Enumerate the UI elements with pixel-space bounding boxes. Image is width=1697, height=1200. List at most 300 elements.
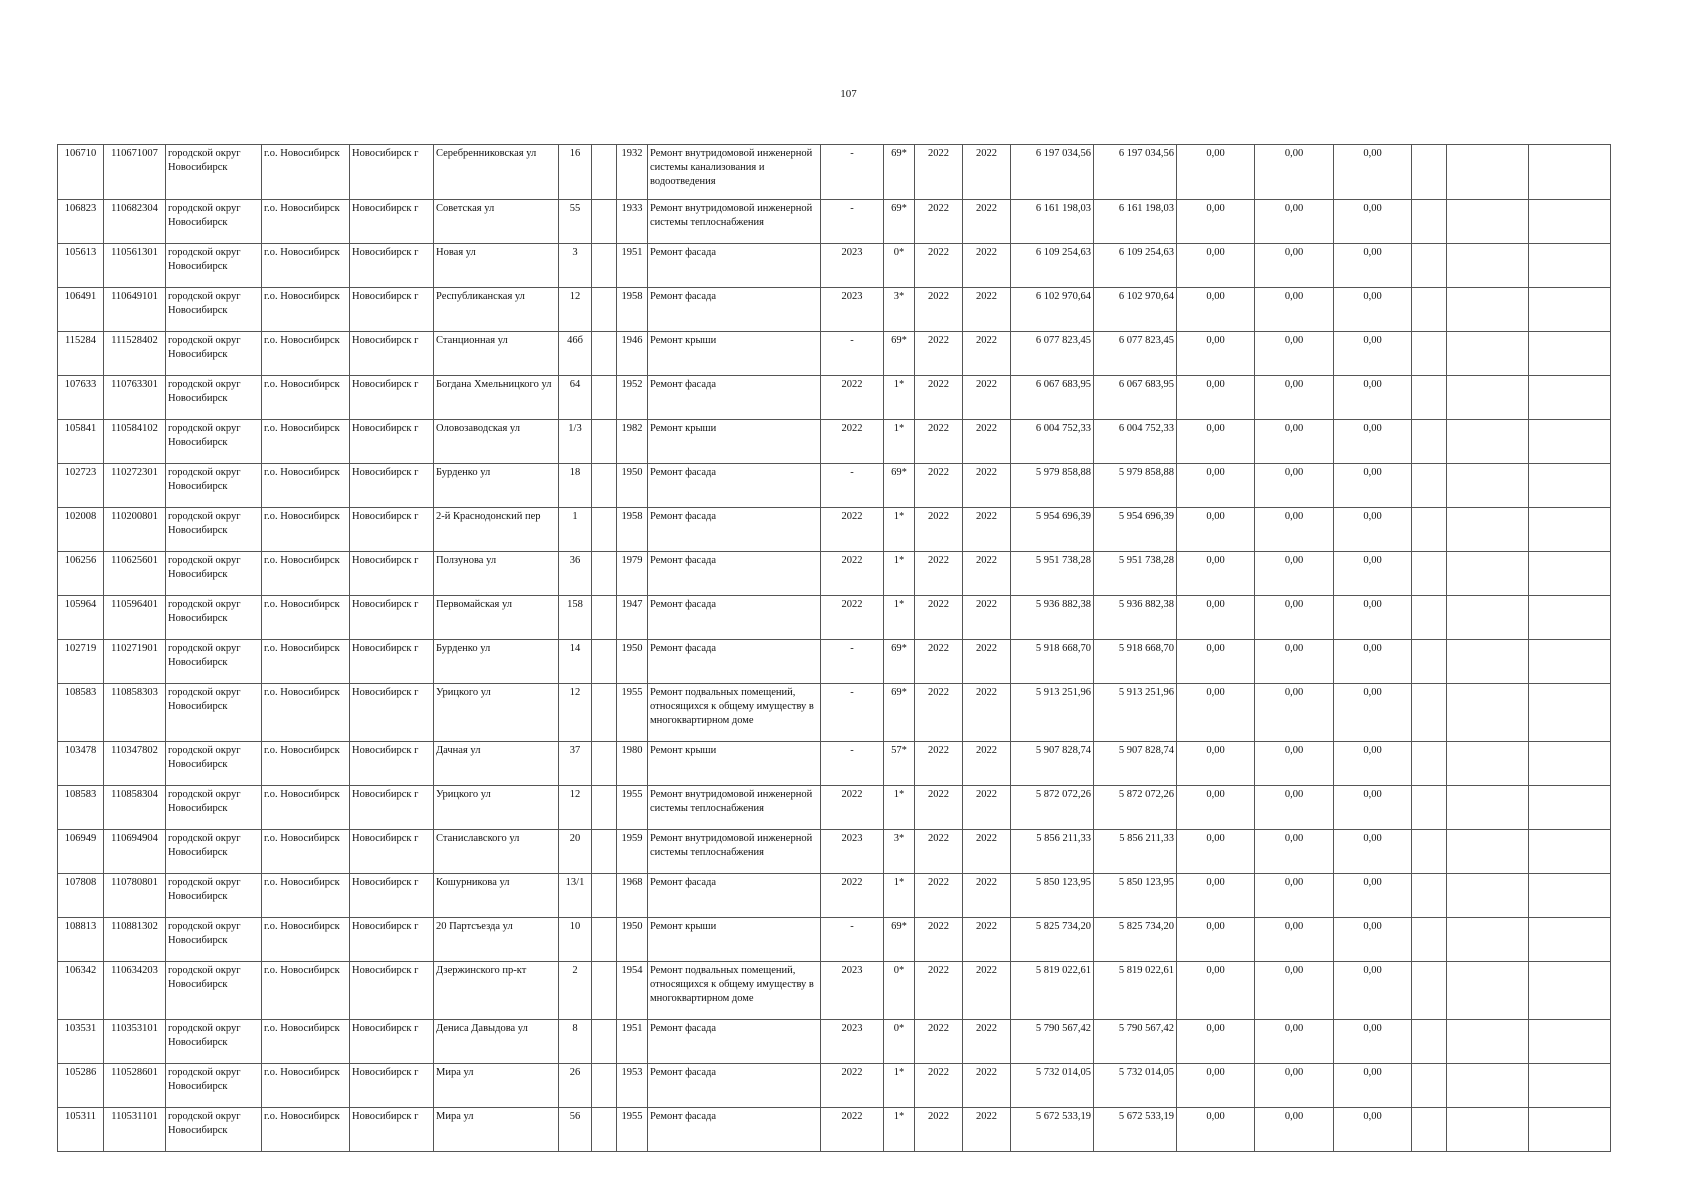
- cell-municipality: городской округ Новосибирск: [166, 962, 262, 1020]
- cell-work-type: Ремонт крыши: [648, 420, 821, 464]
- cell-start-year: 2022: [915, 742, 963, 786]
- cell-municipality: городской округ Новосибирск: [166, 288, 262, 332]
- cell-fund-cost: 5 850 123,95: [1094, 874, 1177, 918]
- cell-budget-2: 0,00: [1255, 742, 1334, 786]
- cell-wear-percent: 57*: [884, 742, 915, 786]
- cell-end-year: 2022: [963, 1108, 1011, 1152]
- cell-street: Республиканская ул: [434, 288, 559, 332]
- cell-building: [592, 874, 617, 918]
- cell-end-year: 2022: [963, 684, 1011, 742]
- cell-building: [592, 918, 617, 962]
- cell-work-type: Ремонт крыши: [648, 742, 821, 786]
- cell-city: Новосибирск г: [350, 332, 434, 376]
- cell-planned-year: 2022: [821, 508, 884, 552]
- cell-end-year: 2022: [963, 742, 1011, 786]
- cell-building: [592, 200, 617, 244]
- page-number: 107: [840, 88, 857, 100]
- cell-budget-1: 0,00: [1177, 376, 1255, 420]
- cell-building: [592, 464, 617, 508]
- cell-wear-percent: 69*: [884, 145, 915, 200]
- cell-total-cost: 5 936 882,38: [1011, 596, 1094, 640]
- cell-street: Мира ул: [434, 1064, 559, 1108]
- table-row: [58, 786, 1611, 830]
- cell-start-year: 2022: [915, 464, 963, 508]
- cell-work-type: Ремонт фасада: [648, 508, 821, 552]
- cell-planned-year: 2022: [821, 1064, 884, 1108]
- cell-city: Новосибирск г: [350, 552, 434, 596]
- cell-empty-2: [1447, 640, 1529, 684]
- cell-budget-3: 0,00: [1334, 786, 1412, 830]
- cell-start-year: 2022: [915, 244, 963, 288]
- cell-house-number: 36: [559, 552, 592, 596]
- cell-budget-3: 0,00: [1334, 200, 1412, 244]
- cell-planned-year: 2023: [821, 962, 884, 1020]
- cell-record-id: 106710: [58, 145, 104, 200]
- cell-budget-3: 0,00: [1334, 244, 1412, 288]
- cell-record-id: 105841: [58, 420, 104, 464]
- cell-record-id: 103531: [58, 1020, 104, 1064]
- cell-empty-1: [1412, 742, 1447, 786]
- cell-city: Новосибирск г: [350, 508, 434, 552]
- cell-budget-3: 0,00: [1334, 1064, 1412, 1108]
- cell-end-year: 2022: [963, 200, 1011, 244]
- cell-urban-district: г.о. Новосибирск: [262, 376, 350, 420]
- cell-wear-percent: 69*: [884, 684, 915, 742]
- cell-budget-3: 0,00: [1334, 684, 1412, 742]
- cell-build-year: 1954: [617, 962, 648, 1020]
- cell-empty-3: [1529, 1020, 1611, 1064]
- cell-planned-year: 2023: [821, 288, 884, 332]
- table-row: [58, 200, 1611, 244]
- cell-street: Бурденко ул: [434, 464, 559, 508]
- cell-end-year: 2022: [963, 640, 1011, 684]
- cell-work-type: Ремонт фасада: [648, 874, 821, 918]
- cell-total-cost: 5 913 251,96: [1011, 684, 1094, 742]
- cell-end-year: 2022: [963, 332, 1011, 376]
- cell-wear-percent: 0*: [884, 244, 915, 288]
- cell-work-type: Ремонт фасада: [648, 1064, 821, 1108]
- cell-municipality: городской округ Новосибирск: [166, 200, 262, 244]
- cell-end-year: 2022: [963, 288, 1011, 332]
- cell-fund-cost: 5 819 022,61: [1094, 962, 1177, 1020]
- cell-record-id: 108813: [58, 918, 104, 962]
- cell-budget-3: 0,00: [1334, 552, 1412, 596]
- cell-start-year: 2022: [915, 1064, 963, 1108]
- cell-empty-3: [1529, 742, 1611, 786]
- cell-wear-percent: 1*: [884, 596, 915, 640]
- cell-house-number: 56: [559, 1108, 592, 1152]
- cell-fund-cost: 5 672 533,19: [1094, 1108, 1177, 1152]
- cell-house-code: 110634203: [104, 962, 166, 1020]
- cell-work-type: Ремонт внутридомовой инженерной системы теплоснабжения: [648, 200, 821, 244]
- table-row: [58, 640, 1611, 684]
- cell-empty-2: [1447, 1108, 1529, 1152]
- cell-total-cost: 6 109 254,63: [1011, 244, 1094, 288]
- cell-city: Новосибирск г: [350, 786, 434, 830]
- cell-planned-year: -: [821, 684, 884, 742]
- cell-city: Новосибирск г: [350, 918, 434, 962]
- cell-house-code: 110881302: [104, 918, 166, 962]
- cell-budget-2: 0,00: [1255, 596, 1334, 640]
- cell-total-cost: 5 732 014,05: [1011, 1064, 1094, 1108]
- cell-house-code: 110858304: [104, 786, 166, 830]
- cell-house-code: 110682304: [104, 200, 166, 244]
- cell-budget-1: 0,00: [1177, 244, 1255, 288]
- cell-urban-district: г.о. Новосибирск: [262, 640, 350, 684]
- cell-empty-2: [1447, 332, 1529, 376]
- cell-fund-cost: 6 102 970,64: [1094, 288, 1177, 332]
- cell-build-year: 1951: [617, 1020, 648, 1064]
- cell-empty-2: [1447, 962, 1529, 1020]
- cell-wear-percent: 69*: [884, 640, 915, 684]
- cell-municipality: городской округ Новосибирск: [166, 640, 262, 684]
- cell-total-cost: 6 197 034,56: [1011, 145, 1094, 200]
- cell-end-year: 2022: [963, 464, 1011, 508]
- cell-planned-year: 2022: [821, 596, 884, 640]
- cell-empty-1: [1412, 962, 1447, 1020]
- cell-budget-3: 0,00: [1334, 742, 1412, 786]
- cell-work-type: Ремонт фасада: [648, 288, 821, 332]
- cell-planned-year: 2023: [821, 244, 884, 288]
- cell-urban-district: г.о. Новосибирск: [262, 145, 350, 200]
- cell-building: [592, 332, 617, 376]
- cell-empty-1: [1412, 508, 1447, 552]
- cell-budget-1: 0,00: [1177, 145, 1255, 200]
- cell-empty-2: [1447, 552, 1529, 596]
- cell-municipality: городской округ Новосибирск: [166, 1020, 262, 1064]
- cell-record-id: 107633: [58, 376, 104, 420]
- cell-empty-2: [1447, 1064, 1529, 1108]
- cell-planned-year: 2022: [821, 376, 884, 420]
- cell-street: 2-й Краснодонский пер: [434, 508, 559, 552]
- cell-budget-3: 0,00: [1334, 874, 1412, 918]
- cell-budget-1: 0,00: [1177, 962, 1255, 1020]
- cell-urban-district: г.о. Новосибирск: [262, 464, 350, 508]
- table-row: [58, 376, 1611, 420]
- cell-end-year: 2022: [963, 830, 1011, 874]
- cell-wear-percent: 1*: [884, 552, 915, 596]
- cell-house-code: 110694904: [104, 830, 166, 874]
- cell-budget-1: 0,00: [1177, 742, 1255, 786]
- cell-build-year: 1955: [617, 786, 648, 830]
- cell-end-year: 2022: [963, 1064, 1011, 1108]
- cell-city: Новосибирск г: [350, 962, 434, 1020]
- cell-house-code: 110671007: [104, 145, 166, 200]
- cell-empty-3: [1529, 640, 1611, 684]
- cell-house-number: 13/1: [559, 874, 592, 918]
- cell-budget-3: 0,00: [1334, 640, 1412, 684]
- cell-work-type: Ремонт фасада: [648, 1108, 821, 1152]
- cell-budget-3: 0,00: [1334, 596, 1412, 640]
- cell-work-type: Ремонт фасада: [648, 1020, 821, 1064]
- cell-total-cost: 6 102 970,64: [1011, 288, 1094, 332]
- cell-house-code: 110347802: [104, 742, 166, 786]
- cell-urban-district: г.о. Новосибирск: [262, 420, 350, 464]
- cell-record-id: 106256: [58, 552, 104, 596]
- cell-building: [592, 596, 617, 640]
- table-row: [58, 918, 1611, 962]
- cell-budget-1: 0,00: [1177, 684, 1255, 742]
- cell-city: Новосибирск г: [350, 464, 434, 508]
- cell-end-year: 2022: [963, 420, 1011, 464]
- cell-house-number: 1: [559, 508, 592, 552]
- cell-build-year: 1958: [617, 508, 648, 552]
- table-row: [58, 962, 1611, 1020]
- cell-build-year: 1955: [617, 684, 648, 742]
- cell-budget-1: 0,00: [1177, 918, 1255, 962]
- cell-record-id: 106823: [58, 200, 104, 244]
- cell-start-year: 2022: [915, 332, 963, 376]
- cell-budget-1: 0,00: [1177, 508, 1255, 552]
- cell-total-cost: 5 951 738,28: [1011, 552, 1094, 596]
- cell-empty-1: [1412, 420, 1447, 464]
- cell-municipality: городской округ Новосибирск: [166, 332, 262, 376]
- cell-total-cost: 5 954 696,39: [1011, 508, 1094, 552]
- cell-budget-3: 0,00: [1334, 464, 1412, 508]
- cell-work-type: Ремонт подвальных помещений, относящихся к общему имуществу в многоквартирном доме: [648, 962, 821, 1020]
- cell-build-year: 1947: [617, 596, 648, 640]
- cell-wear-percent: 69*: [884, 200, 915, 244]
- cell-building: [592, 288, 617, 332]
- cell-street: Оловозаводская ул: [434, 420, 559, 464]
- table-row: [58, 596, 1611, 640]
- cell-urban-district: г.о. Новосибирск: [262, 918, 350, 962]
- cell-empty-2: [1447, 420, 1529, 464]
- cell-urban-district: г.о. Новосибирск: [262, 962, 350, 1020]
- cell-budget-1: 0,00: [1177, 786, 1255, 830]
- cell-municipality: городской округ Новосибирск: [166, 420, 262, 464]
- cell-build-year: 1979: [617, 552, 648, 596]
- cell-build-year: 1955: [617, 1108, 648, 1152]
- cell-work-type: Ремонт фасада: [648, 244, 821, 288]
- cell-start-year: 2022: [915, 1108, 963, 1152]
- cell-record-id: 108583: [58, 684, 104, 742]
- cell-budget-3: 0,00: [1334, 830, 1412, 874]
- cell-total-cost: 5 856 211,33: [1011, 830, 1094, 874]
- cell-build-year: 1933: [617, 200, 648, 244]
- cell-empty-1: [1412, 552, 1447, 596]
- cell-empty-1: [1412, 640, 1447, 684]
- cell-record-id: 103478: [58, 742, 104, 786]
- cell-budget-2: 0,00: [1255, 332, 1334, 376]
- cell-house-number: 3: [559, 244, 592, 288]
- cell-wear-percent: 3*: [884, 830, 915, 874]
- cell-budget-2: 0,00: [1255, 288, 1334, 332]
- cell-house-number: 16: [559, 145, 592, 200]
- cell-start-year: 2022: [915, 962, 963, 1020]
- cell-start-year: 2022: [915, 508, 963, 552]
- cell-build-year: 1952: [617, 376, 648, 420]
- cell-record-id: 102723: [58, 464, 104, 508]
- cell-street: Серебренниковская ул: [434, 145, 559, 200]
- cell-house-number: 12: [559, 786, 592, 830]
- cell-urban-district: г.о. Новосибирск: [262, 1108, 350, 1152]
- cell-house-number: 20: [559, 830, 592, 874]
- cell-building: [592, 742, 617, 786]
- cell-building: [592, 376, 617, 420]
- cell-budget-1: 0,00: [1177, 288, 1255, 332]
- cell-budget-2: 0,00: [1255, 962, 1334, 1020]
- table-row: [58, 288, 1611, 332]
- cell-end-year: 2022: [963, 874, 1011, 918]
- cell-planned-year: -: [821, 200, 884, 244]
- cell-budget-3: 0,00: [1334, 376, 1412, 420]
- cell-city: Новосибирск г: [350, 742, 434, 786]
- cell-planned-year: 2022: [821, 786, 884, 830]
- cell-city: Новосибирск г: [350, 244, 434, 288]
- cell-build-year: 1932: [617, 145, 648, 200]
- cell-urban-district: г.о. Новосибирск: [262, 1020, 350, 1064]
- cell-municipality: городской округ Новосибирск: [166, 1108, 262, 1152]
- table-body: [58, 145, 1611, 1152]
- cell-total-cost: 5 672 533,19: [1011, 1108, 1094, 1152]
- cell-municipality: городской округ Новосибирск: [166, 244, 262, 288]
- cell-wear-percent: 0*: [884, 962, 915, 1020]
- cell-total-cost: 6 161 198,03: [1011, 200, 1094, 244]
- cell-house-number: 14: [559, 640, 592, 684]
- cell-empty-1: [1412, 1064, 1447, 1108]
- cell-record-id: 106949: [58, 830, 104, 874]
- cell-house-code: 110272301: [104, 464, 166, 508]
- cell-build-year: 1946: [617, 332, 648, 376]
- cell-fund-cost: 5 936 882,38: [1094, 596, 1177, 640]
- cell-total-cost: 6 067 683,95: [1011, 376, 1094, 420]
- cell-empty-3: [1529, 596, 1611, 640]
- cell-budget-2: 0,00: [1255, 830, 1334, 874]
- cell-street: Мира ул: [434, 1108, 559, 1152]
- cell-house-code: 110531101: [104, 1108, 166, 1152]
- cell-budget-3: 0,00: [1334, 420, 1412, 464]
- cell-work-type: Ремонт внутридомовой инженерной системы теплоснабжения: [648, 786, 821, 830]
- cell-urban-district: г.о. Новосибирск: [262, 552, 350, 596]
- cell-start-year: 2022: [915, 786, 963, 830]
- table-row: [58, 464, 1611, 508]
- cell-empty-2: [1447, 786, 1529, 830]
- cell-empty-2: [1447, 288, 1529, 332]
- cell-empty-1: [1412, 376, 1447, 420]
- cell-empty-2: [1447, 596, 1529, 640]
- cell-street: Новая ул: [434, 244, 559, 288]
- cell-planned-year: 2022: [821, 552, 884, 596]
- cell-work-type: Ремонт фасада: [648, 376, 821, 420]
- cell-empty-2: [1447, 145, 1529, 200]
- cell-budget-2: 0,00: [1255, 200, 1334, 244]
- cell-street: Кошурникова ул: [434, 874, 559, 918]
- cell-wear-percent: 1*: [884, 1108, 915, 1152]
- cell-fund-cost: 5 954 696,39: [1094, 508, 1177, 552]
- cell-urban-district: г.о. Новосибирск: [262, 508, 350, 552]
- cell-end-year: 2022: [963, 552, 1011, 596]
- cell-fund-cost: 5 907 828,74: [1094, 742, 1177, 786]
- cell-municipality: городской округ Новосибирск: [166, 830, 262, 874]
- table-row: [58, 145, 1611, 200]
- cell-municipality: городской округ Новосибирск: [166, 918, 262, 962]
- cell-municipality: городской округ Новосибирск: [166, 742, 262, 786]
- cell-total-cost: 5 825 734,20: [1011, 918, 1094, 962]
- cell-urban-district: г.о. Новосибирск: [262, 288, 350, 332]
- cell-wear-percent: 69*: [884, 918, 915, 962]
- cell-building: [592, 1108, 617, 1152]
- cell-empty-2: [1447, 200, 1529, 244]
- cell-house-number: 12: [559, 684, 592, 742]
- cell-fund-cost: 5 918 668,70: [1094, 640, 1177, 684]
- cell-empty-1: [1412, 200, 1447, 244]
- cell-start-year: 2022: [915, 145, 963, 200]
- cell-total-cost: 5 907 828,74: [1011, 742, 1094, 786]
- cell-urban-district: г.о. Новосибирск: [262, 596, 350, 640]
- cell-start-year: 2022: [915, 376, 963, 420]
- cell-city: Новосибирск г: [350, 1064, 434, 1108]
- cell-budget-3: 0,00: [1334, 332, 1412, 376]
- cell-fund-cost: 5 856 211,33: [1094, 830, 1177, 874]
- cell-building: [592, 830, 617, 874]
- cell-empty-2: [1447, 244, 1529, 288]
- cell-empty-3: [1529, 684, 1611, 742]
- cell-budget-2: 0,00: [1255, 684, 1334, 742]
- cell-empty-3: [1529, 1108, 1611, 1152]
- cell-budget-1: 0,00: [1177, 200, 1255, 244]
- cell-record-id: 115284: [58, 332, 104, 376]
- cell-budget-1: 0,00: [1177, 830, 1255, 874]
- cell-empty-1: [1412, 596, 1447, 640]
- cell-wear-percent: 3*: [884, 288, 915, 332]
- cell-budget-1: 0,00: [1177, 1064, 1255, 1108]
- cell-budget-2: 0,00: [1255, 1108, 1334, 1152]
- cell-end-year: 2022: [963, 962, 1011, 1020]
- cell-empty-3: [1529, 1064, 1611, 1108]
- table-row: [58, 332, 1611, 376]
- cell-total-cost: 5 819 022,61: [1011, 962, 1094, 1020]
- cell-empty-3: [1529, 332, 1611, 376]
- cell-planned-year: -: [821, 640, 884, 684]
- cell-city: Новосибирск г: [350, 874, 434, 918]
- cell-work-type: Ремонт фасада: [648, 640, 821, 684]
- cell-start-year: 2022: [915, 288, 963, 332]
- cell-total-cost: 5 979 858,88: [1011, 464, 1094, 508]
- cell-total-cost: 5 918 668,70: [1011, 640, 1094, 684]
- cell-urban-district: г.о. Новосибирск: [262, 244, 350, 288]
- cell-urban-district: г.о. Новосибирск: [262, 684, 350, 742]
- cell-budget-3: 0,00: [1334, 1020, 1412, 1064]
- cell-end-year: 2022: [963, 786, 1011, 830]
- cell-build-year: 1982: [617, 420, 648, 464]
- cell-municipality: городской округ Новосибирск: [166, 376, 262, 420]
- cell-building: [592, 684, 617, 742]
- cell-empty-1: [1412, 918, 1447, 962]
- cell-city: Новосибирск г: [350, 200, 434, 244]
- cell-house-code: 110649101: [104, 288, 166, 332]
- cell-empty-2: [1447, 684, 1529, 742]
- cell-budget-2: 0,00: [1255, 918, 1334, 962]
- cell-city: Новосибирск г: [350, 145, 434, 200]
- cell-budget-3: 0,00: [1334, 508, 1412, 552]
- cell-street: Советская ул: [434, 200, 559, 244]
- cell-house-code: 110858303: [104, 684, 166, 742]
- cell-city: Новосибирск г: [350, 376, 434, 420]
- cell-end-year: 2022: [963, 145, 1011, 200]
- cell-house-number: 55: [559, 200, 592, 244]
- cell-building: [592, 1064, 617, 1108]
- cell-budget-1: 0,00: [1177, 420, 1255, 464]
- cell-house-code: 110271901: [104, 640, 166, 684]
- cell-building: [592, 1020, 617, 1064]
- table-row: [58, 684, 1611, 742]
- cell-street: Дениса Давыдова ул: [434, 1020, 559, 1064]
- cell-budget-2: 0,00: [1255, 640, 1334, 684]
- cell-planned-year: -: [821, 145, 884, 200]
- cell-wear-percent: 1*: [884, 786, 915, 830]
- cell-start-year: 2022: [915, 918, 963, 962]
